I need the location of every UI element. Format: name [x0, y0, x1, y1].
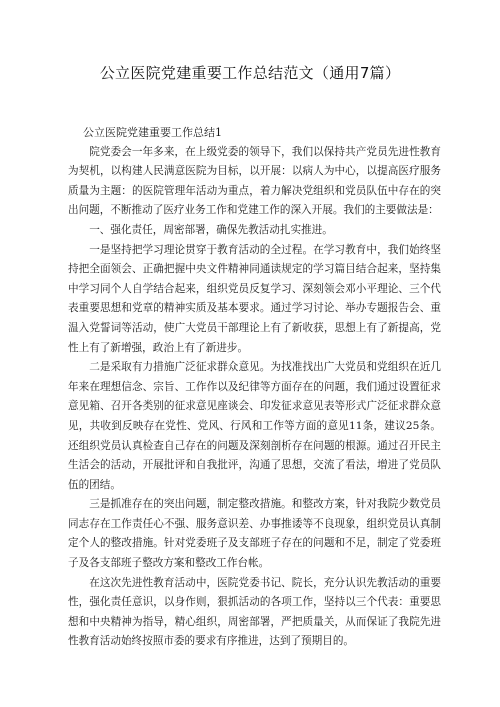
paragraph-intro: 院党委会一年多来，在上级党委的领导下，我们以保持共产党员先进性教育为契机，以构建人民满意医院为目标，以开展：以病人为中心，以提高医疗服务质量为主题：的医院管理年活动为重点，着力解决党组织和党员队伍中存在的突出问题，不断推动了医疗业务工作和党建工作的深入开展。我们的主要做法是： [68, 145, 441, 217]
paragraph-solicit-opinions: 二是采取有力措施广泛征求群众意见。为找准找出广大党员和党组织在近几年来在理想信念、宗旨、工作作以及纪律等方面存在的问题，我们通过设置征求意见箱、召开各类别的征求意见座谈会、印发征求意见表等形式广泛征求群众意见，共收到反映存在党性、党风、行风和工作等方面的意见11条，建议25条。还组织党员认真检查自己存在的问题及深刻剖析存在问题的根源。通过召开民主生活会的活动，开展批评和自我批评，沟通了思想，交流了看法，增进了党员队伍的团结。 [68, 361, 441, 491]
paragraph-study-theory: 一是坚持把学习理论贯穿于教育活动的全过程。在学习教育中，我们始终坚持把全面领会、正确把握中央文件精神同通读规定的学习篇目结合起来，坚持集中学习同个人自学结合起来，组织党员反复学习、深刻领会邓小平理论、三个代表重要思想和党章的精神实质及基本要求。通过学习讨论、举办专题报告会、重温入党誓词等活动，使广大党员干部理论上有了新收获，思想上有了新提高，党性上有了新增强，政治上有了新进步。 [68, 243, 441, 354]
document-body [68, 123, 441, 652]
paragraph-conclusion: 在这次先进性教育活动中，医院党委书记、院长，充分认识先教活动的重要性，强化责任意识，以身作则，狠抓活动的各项工作，坚持以三个代表：重要思想和中央精神为指导，精心组织，周密部署，严把质量关，从而保证了我院先进性教育活动始终按照市委的要求有序推进，达到了预期目的。 [68, 576, 441, 648]
section-subtitle: 公立医院党建重要工作总结1 [83, 126, 222, 139]
paragraph-heading-1: 一、强化责任，周密部署，确保先教活动扎实推进。 [89, 223, 333, 236]
document-title: 公立医院党建重要工作总结范文（通用7篇） [99, 64, 401, 82]
paragraph-rectification: 三是抓准存在的突出问题，制定整改措施。和整改方案，针对我院少数党员同志存在工作责任心不强、服务意识差、办事推诿等不良现象，组织党员认真制定个人的整改措施。针对党委班子及支部班子存在的问题和不足，制定了党委班子及各支部班子整改方案和整改工作台帐。 [68, 498, 441, 570]
